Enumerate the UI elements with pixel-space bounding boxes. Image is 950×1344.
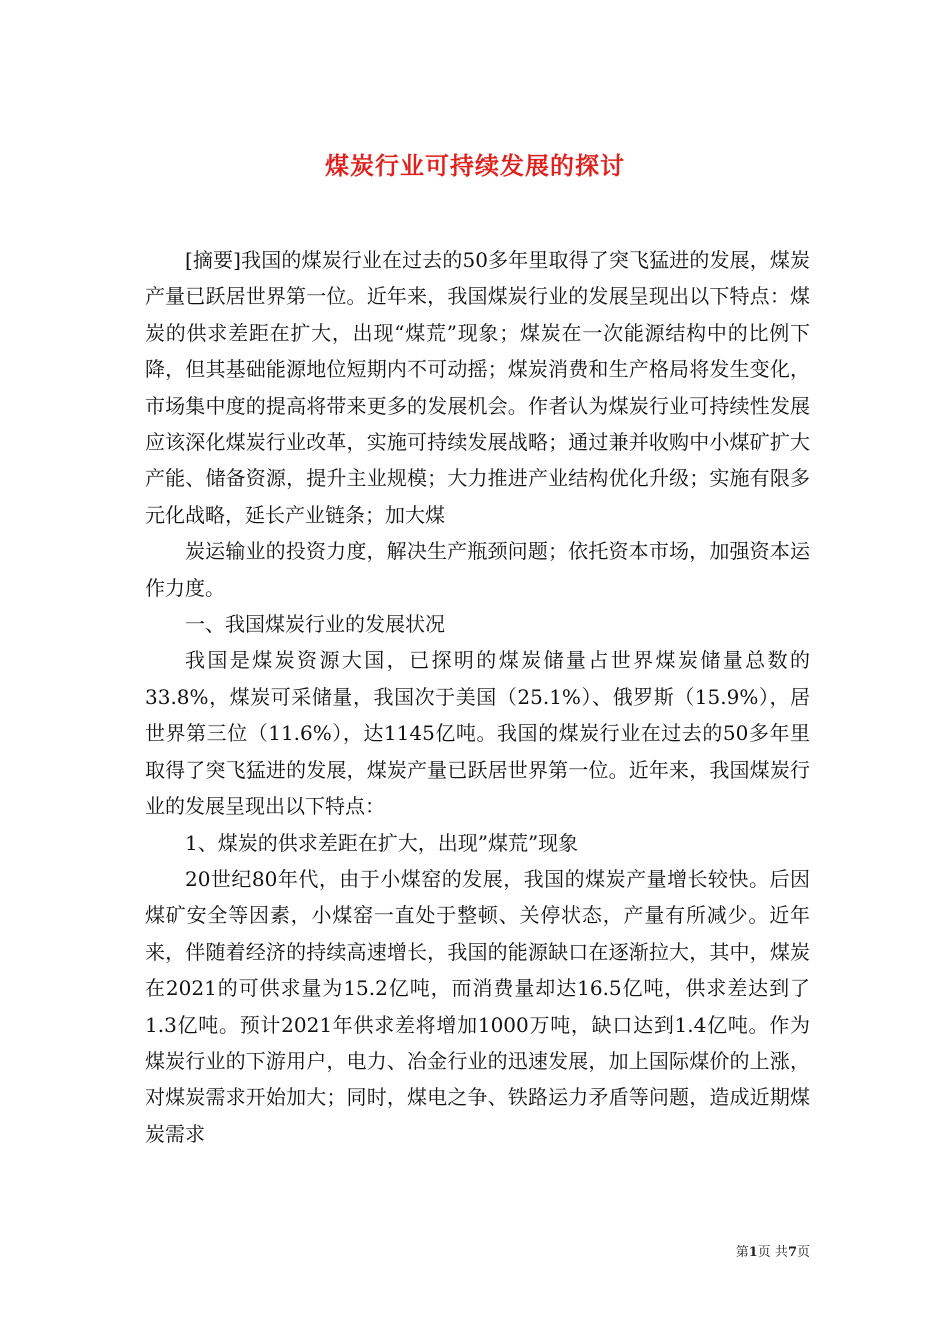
abstract-paragraph: [摘要]我国的煤炭行业在过去的50多年里取得了突飞猛进的发展，煤炭产量已跃居世界第一位。近年来，我国煤炭行业的发展呈现出以下特点：煤炭的供求差距在扩大，出现“煤荒”现象；煤炭在一次能源结构中的比例下降，但其基础能源地位短期内不可动摇；煤炭消费和生产格局将发生变化，市场集中度的提高将带来更多的发展机会。作者认为煤炭行业可持续性发展应该深化煤炭行业改革，实施可持续发展战略；通过兼并收购中小煤矿扩大产能、储备资源，提升主业规模；大力推进产业结构优化升级；实施有限多元化战略，延长产业链条；加大煤 bbox=[145, 248, 810, 527]
footer-middle: 页 共 bbox=[757, 1245, 788, 1260]
total-pages-number: 7 bbox=[787, 1245, 797, 1260]
subsection-heading: 1、煤炭的供求差距在扩大，出现”煤荒”现象 bbox=[185, 830, 579, 855]
page-number-footer bbox=[700, 1244, 810, 1262]
body-paragraph: 20世纪80年代，由于小煤窑的发展，我国的煤炭产量增长较快。后因煤矿安全等因素，小煤窑一直处于整顿、关停状态，产量有所减少。近年来，伴随着经济的持续高速增长，我国的能源缺口在逐渐拉大，其中，煤炭在2021的可供求量为15.2亿吨，而消费量却达16.5亿吨，供求差达到了1.3亿吨。预计2021年供求差将增加1000万吨，缺口达到1.4亿吨。作为煤炭行业的下游用户，电力、冶金行业的迅速发展，加上国际煤价的上涨，对煤炭需求开始加大；同时，煤电之争、铁路运力矛盾等问题，造成近期煤炭需求 bbox=[145, 866, 810, 1146]
body-paragraph: 我国是煤炭资源大国，已探明的煤炭储量占世界煤炭储量总数的33.8%，煤炭可采储量，我国次于美国（25.1%）、俄罗斯（15.9%），居世界第三位（11.6%），达1145亿吨。我国的煤炭行业在过去的50多年里取得了突飞猛进的发展，煤炭产量已跃居世界第一位。近年来，我国煤炭行业的发展呈现出以下特点： bbox=[145, 648, 810, 819]
footer-prefix: 第 bbox=[735, 1245, 749, 1260]
document-title: 煤炭行业可持续发展的探讨 bbox=[325, 151, 625, 181]
document-body bbox=[145, 242, 810, 1152]
abstract-continuation-paragraph: 炭运输业的投资力度，解决生产瓶颈问题；依托资本市场，加强资本运作力度。 bbox=[145, 539, 810, 600]
current-page-number: 1 bbox=[748, 1245, 758, 1260]
footer-suffix: 页 bbox=[796, 1245, 810, 1260]
section-heading: 一、我国煤炭行业的发展状况 bbox=[185, 612, 445, 637]
